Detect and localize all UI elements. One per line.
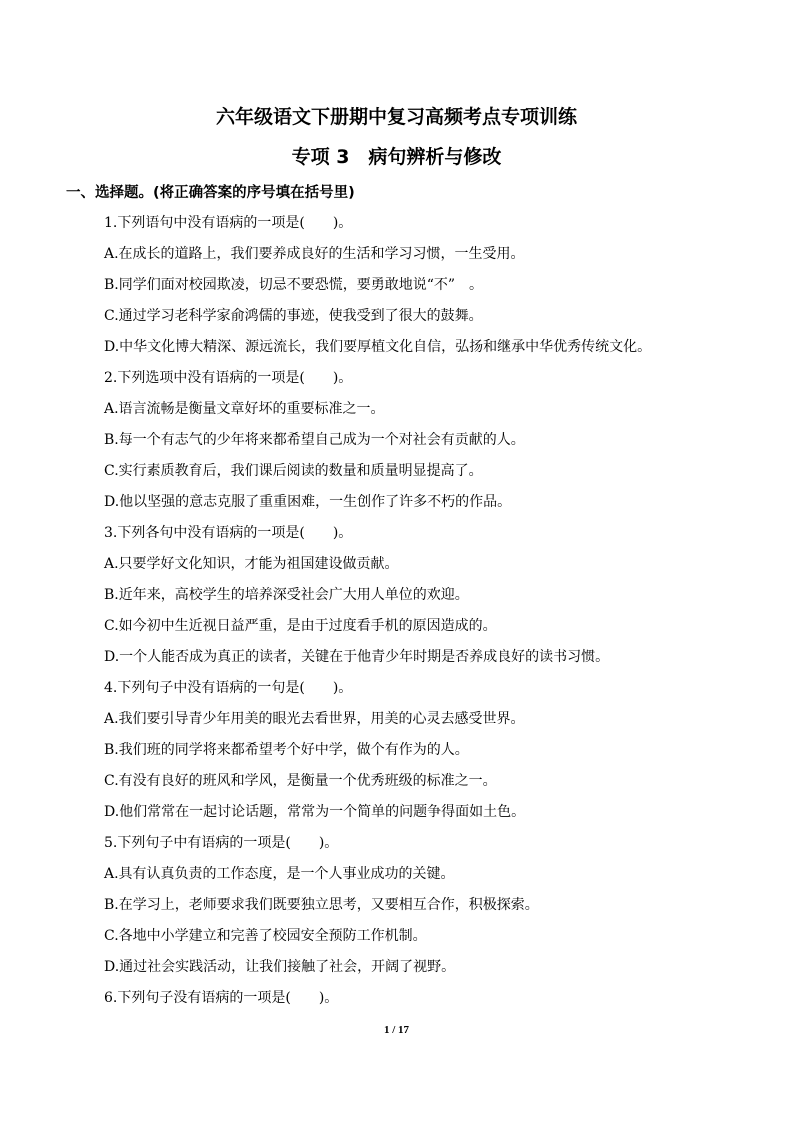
question-2-option-c: C.实行素质教育后，我们课后阅读的数量和质量明显提高了。 [104,463,483,479]
question-stem-2: 2.下列选项中没有语病的一项是( )。 [104,370,353,386]
question-stem-4: 4.下列句子中没有语病的一句是( )。 [104,680,353,696]
question-1-option-b: B.同学们面对校园欺凌，切忌不要恐慌，要勇敢地说“不” 。 [104,277,484,293]
question-4-option-a: A.我们要引导青少年用美的眼光去看世界，用美的心灵去感受世界。 [104,711,525,727]
question-5-option-d: D.通过社会实践活动，让我们接触了社会，开阔了视野。 [104,959,456,975]
question-1-option-c: C.通过学习老科学家俞鸿儒的事迹，使我受到了很大的鼓舞。 [104,308,483,324]
question-4-option-b: B.我们班的同学将来都希望考个好中学，做个有作为的人。 [104,742,469,758]
question-2-option-a: A.语言流畅是衡量文章好坏的重要标准之一。 [104,401,385,417]
question-1-option-a: A.在成长的道路上，我们要养成良好的生活和学习习惯，一生受用。 [104,246,525,262]
question-3-option-a: A.只要学好文化知识，才能为祖国建设做贡献。 [104,556,399,572]
page-number: 1 / 17 [383,1024,410,1036]
question-3-option-d: D.一个人能否成为真正的读者，关键在于他青少年时期是否养成良好的读书习惯。 [104,649,610,665]
question-1-option-d: D.中华文化博大精深、源远流长，我们要厚植文化自信，弘扬和继承中华优秀传统文化。 [104,339,652,355]
question-3-option-c: C.如今初中生近视日益严重，是由于过度看手机的原因造成的。 [104,618,497,634]
document-subtitle: 专项 3 病句辨析与修改 [291,146,502,168]
document-title: 六年级语文下册期中复习高频考点专项训练 [215,106,577,128]
question-5-option-c: C.各地中小学建立和完善了校园安全预防工作机制。 [104,928,427,944]
question-stem-1: 1.下列语句中没有语病的一项是( )。 [104,215,353,231]
question-2-option-d: D.他以坚强的意志克服了重重困难，一生创作了许多不朽的作品。 [104,494,512,510]
question-list [104,213,754,1019]
question-3-option-b: B.近年来，高校学生的培养深受社会广大用人单位的欢迎。 [104,587,469,603]
question-4-option-d: D.他们常常在一起讨论话题，常常为一个简单的问题争得面如土色。 [104,804,526,820]
question-4-option-c: C.有没有良好的班风和学风，是衡量一个优秀班级的标准之一。 [104,773,497,789]
question-stem-5: 5.下列句子中有语病的一项是( )。 [104,835,339,851]
section-heading: 一、选择题。(将正确答案的序号填在括号里) [66,185,355,201]
question-stem-6: 6.下列句子没有语病的一项是( )。 [104,990,339,1006]
question-5-option-a: A.具有认真负责的工作态度，是一个人事业成功的关键。 [104,866,455,882]
question-stem-3: 3.下列各句中没有语病的一项是( )。 [104,525,353,541]
question-5-option-b: B.在学习上，老师要求我们既要独立思考，又要相互合作，积极探索。 [104,897,539,913]
question-2-option-b: B.每一个有志气的少年将来都希望自己成为一个对社会有贡献的人。 [104,432,525,448]
